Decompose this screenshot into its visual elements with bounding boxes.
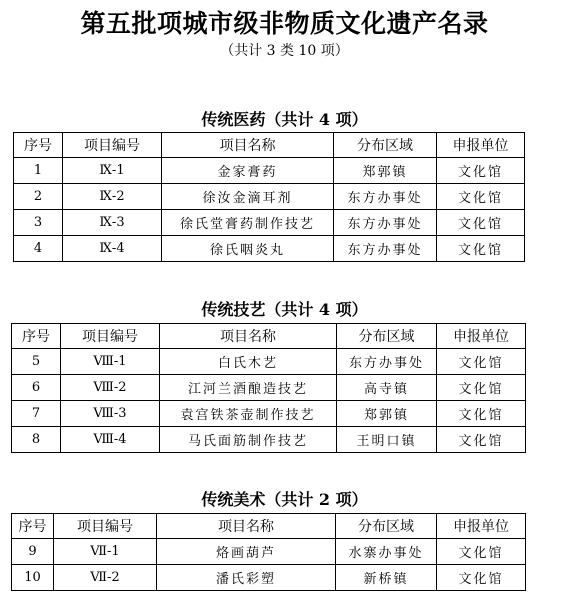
header-name: 项目名称 bbox=[157, 514, 336, 539]
cell-code: Ⅸ-2 bbox=[63, 184, 162, 210]
table-row bbox=[12, 427, 526, 453]
cell-code: Ⅶ-1 bbox=[54, 539, 157, 565]
header-unit: 申报单位 bbox=[437, 133, 525, 158]
cell-name: 徐汝金滴耳剂 bbox=[162, 184, 334, 210]
cell-name: 潘氏彩塑 bbox=[157, 565, 336, 591]
table-row bbox=[12, 375, 526, 401]
table-art bbox=[11, 513, 526, 591]
cell-region: 东方办事处 bbox=[334, 184, 437, 210]
cell-region: 东方办事处 bbox=[337, 349, 437, 375]
cell-name: 江河兰酒酿造技艺 bbox=[160, 375, 337, 401]
cell-region: 郑郭镇 bbox=[334, 158, 437, 184]
table-row bbox=[14, 236, 525, 262]
cell-name: 袁宫铁茶壶制作技艺 bbox=[160, 401, 337, 427]
cell-index: 8 bbox=[12, 427, 61, 453]
cell-name: 马氏面筋制作技艺 bbox=[160, 427, 337, 453]
cell-unit: 文化馆 bbox=[437, 158, 525, 184]
header-region: 分布区域 bbox=[336, 514, 437, 539]
section-title-medicine: 传统医药（共计 4 项） bbox=[201, 110, 368, 129]
cell-code: Ⅸ-1 bbox=[63, 158, 162, 184]
header-name: 项目名称 bbox=[162, 133, 334, 158]
table-row bbox=[12, 401, 526, 427]
cell-index: 2 bbox=[14, 184, 63, 210]
table-header-row bbox=[14, 133, 525, 158]
section-title-craft: 传统技艺（共计 4 项） bbox=[201, 300, 368, 319]
table-row bbox=[14, 184, 525, 210]
cell-region: 新桥镇 bbox=[336, 565, 437, 591]
cell-index: 10 bbox=[12, 565, 54, 591]
cell-name: 白氏木艺 bbox=[160, 349, 337, 375]
header-unit: 申报单位 bbox=[437, 514, 526, 539]
cell-index: 1 bbox=[14, 158, 63, 184]
table-row bbox=[14, 210, 525, 236]
header-index: 序号 bbox=[14, 133, 63, 158]
header-code: 项目编号 bbox=[54, 514, 157, 539]
header-region: 分布区域 bbox=[337, 324, 437, 349]
cell-index: 5 bbox=[12, 349, 61, 375]
header-index: 序号 bbox=[12, 514, 54, 539]
cell-unit: 文化馆 bbox=[437, 427, 526, 453]
page-subtitle: （共计 3 类 10 项） bbox=[220, 43, 349, 59]
cell-region: 东方办事处 bbox=[334, 210, 437, 236]
cell-name: 烙画葫芦 bbox=[157, 539, 336, 565]
table-medicine bbox=[13, 132, 525, 262]
cell-unit: 文化馆 bbox=[437, 539, 526, 565]
table-row bbox=[12, 349, 526, 375]
cell-unit: 文化馆 bbox=[437, 565, 526, 591]
cell-code: Ⅶ-2 bbox=[54, 565, 157, 591]
table-row bbox=[12, 565, 526, 591]
cell-code: Ⅷ-2 bbox=[61, 375, 160, 401]
header-code: 项目编号 bbox=[61, 324, 160, 349]
cell-region: 东方办事处 bbox=[334, 236, 437, 262]
cell-index: 4 bbox=[14, 236, 63, 262]
cell-region: 郑郭镇 bbox=[337, 401, 437, 427]
cell-name: 金家膏药 bbox=[162, 158, 334, 184]
header-index: 序号 bbox=[12, 324, 61, 349]
cell-unit: 文化馆 bbox=[437, 401, 526, 427]
section-title-art: 传统美术（共计 2 项） bbox=[201, 490, 368, 509]
header-unit: 申报单位 bbox=[437, 324, 526, 349]
cell-unit: 文化馆 bbox=[437, 236, 525, 262]
header-region: 分布区域 bbox=[334, 133, 437, 158]
cell-code: Ⅷ-4 bbox=[61, 427, 160, 453]
table-header-row bbox=[12, 514, 526, 539]
cell-index: 9 bbox=[12, 539, 54, 565]
header-name: 项目名称 bbox=[160, 324, 337, 349]
cell-region: 王明口镇 bbox=[337, 427, 437, 453]
cell-code: Ⅸ-4 bbox=[63, 236, 162, 262]
cell-index: 3 bbox=[14, 210, 63, 236]
cell-name: 徐氏堂膏药制作技艺 bbox=[162, 210, 334, 236]
cell-code: Ⅷ-3 bbox=[61, 401, 160, 427]
cell-name: 徐氏咽炎丸 bbox=[162, 236, 334, 262]
cell-unit: 文化馆 bbox=[437, 349, 526, 375]
page-title: 第五批项城市级非物质文化遗产名录 bbox=[80, 9, 489, 38]
cell-code: Ⅸ-3 bbox=[63, 210, 162, 236]
table-craft bbox=[11, 323, 526, 453]
cell-index: 7 bbox=[12, 401, 61, 427]
table-header-row bbox=[12, 324, 526, 349]
table-row bbox=[12, 539, 526, 565]
cell-code: Ⅷ-1 bbox=[61, 349, 160, 375]
cell-region: 水寨办事处 bbox=[336, 539, 437, 565]
cell-region: 高寺镇 bbox=[337, 375, 437, 401]
cell-unit: 文化馆 bbox=[437, 375, 526, 401]
cell-unit: 文化馆 bbox=[437, 210, 525, 236]
table-row bbox=[14, 158, 525, 184]
cell-index: 6 bbox=[12, 375, 61, 401]
header-code: 项目编号 bbox=[63, 133, 162, 158]
cell-unit: 文化馆 bbox=[437, 184, 525, 210]
